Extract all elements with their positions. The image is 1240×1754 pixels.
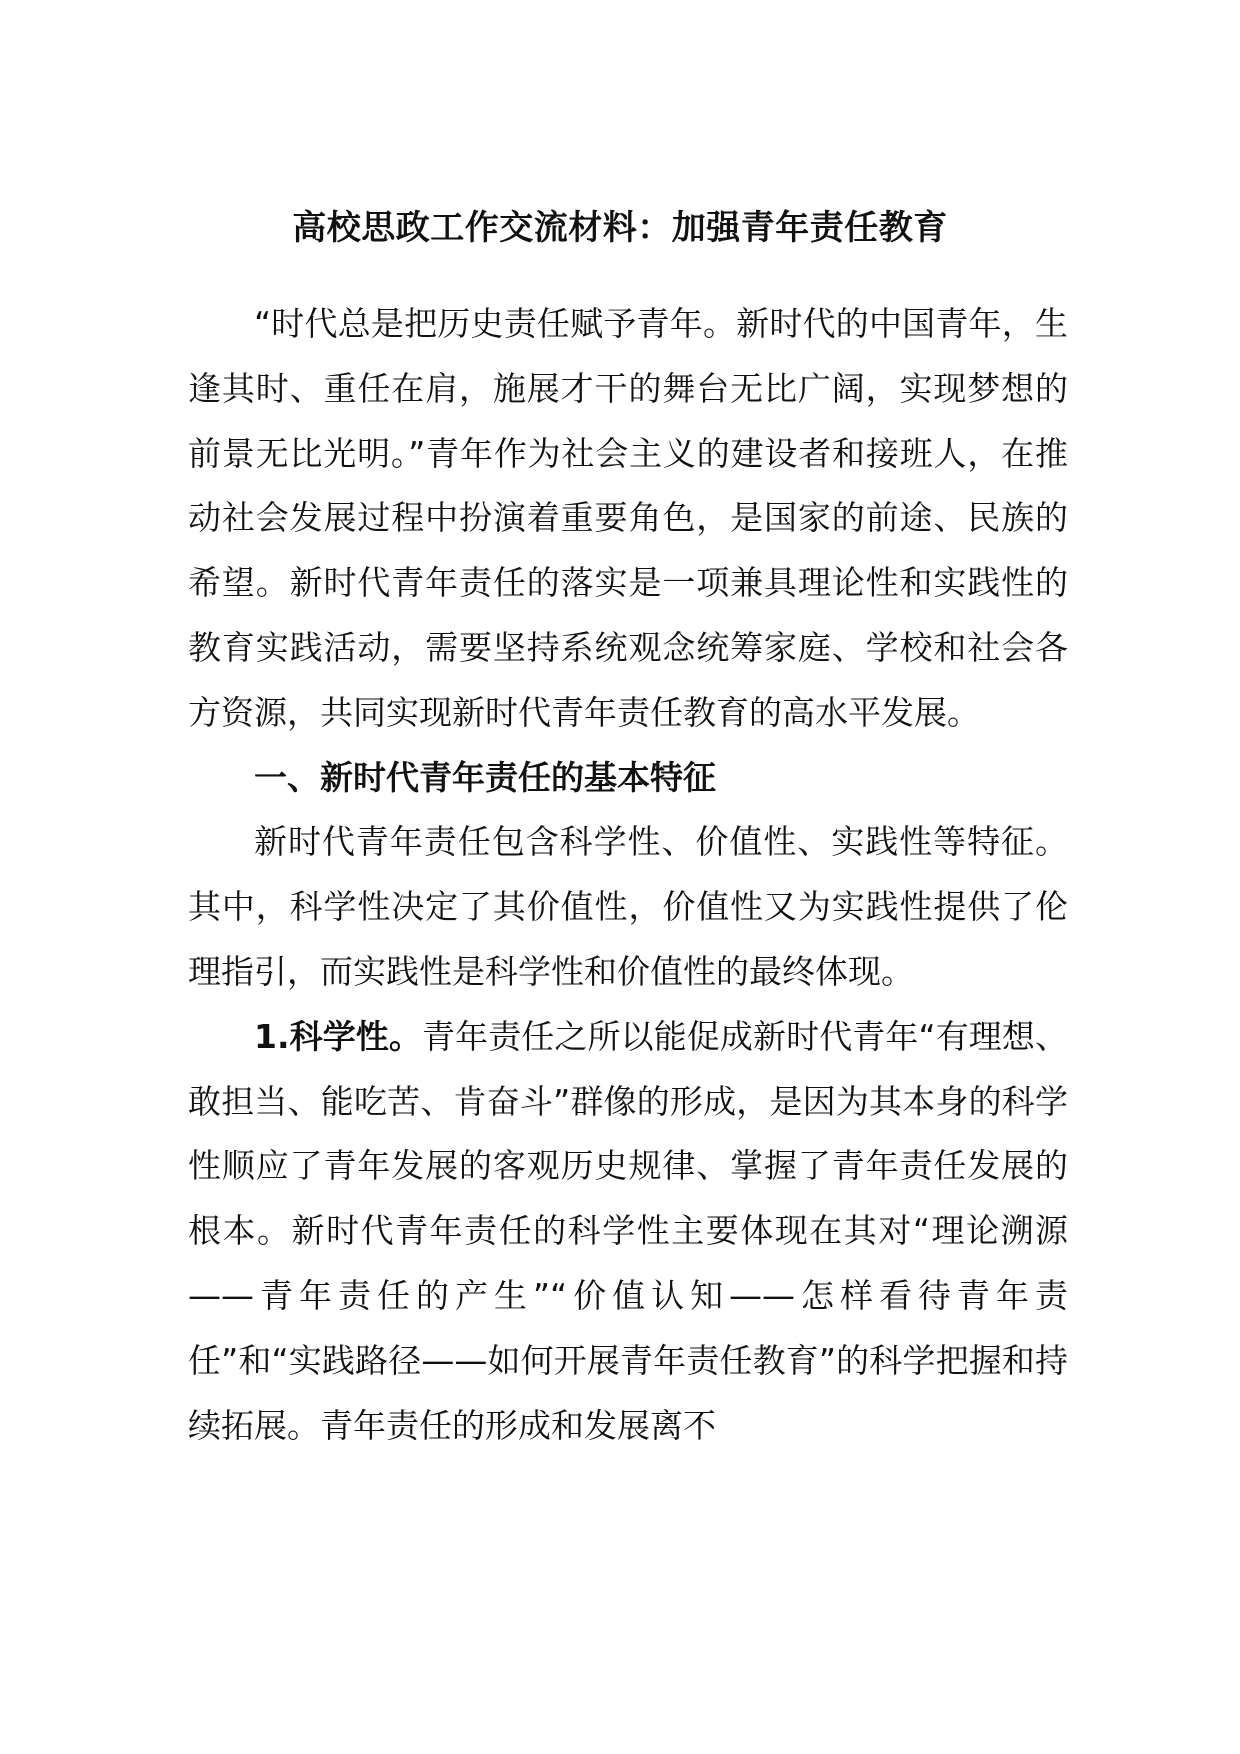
section-heading: 一、新时代青年责任的基本特征 — [254, 757, 716, 797]
science-body: 青年责任之所以能促成新时代青年“有理想、敢担当、能吃苦、肯奋斗”群像的形成，是因为其本身的科学性顺应了青年发展的客观历史规律、掌握了青年责任发展的根本。新时代青年责任的科学性主要体现在其对“理论溯源——青年责任的产生”“价值认知——怎样看待青年责任”和“实践路径——如何开展青年责任教育”的科学把握和持续拓展。青年责任的形成和发展离不 — [188, 1016, 1068, 1445]
document-body — [188, 292, 1068, 1458]
document-title: 高校思政工作交流材料：加强青年责任教育 — [292, 208, 948, 248]
intro-paragraph: “时代总是把历史责任赋予青年。新时代的中国青年，生逢其时、重任在肩，施展才干的舞台无比广阔，实现梦想的前景无比光明。”青年作为社会主义的建设者和接班人，在推动社会发展过程中扮演着重要角色，是国家的前途、民族的希望。新时代青年责任的落实是一项兼具理论性和实践性的教育实践活动，需要坚持系统观念统筹家庭、学校和社会各方资源，共同实现新时代青年责任教育的高水平发展。 — [188, 304, 1068, 732]
science-paragraph — [188, 1005, 1068, 1459]
science-lead: 1.科学性。 — [254, 1016, 422, 1056]
features-paragraph: 新时代青年责任包含科学性、价值性、实践性等特征。其中，科学性决定了其价值性，价值性又为实践性提供了伦理指引，而实践性是科学性和价值性的最终体现。 — [188, 822, 1068, 991]
